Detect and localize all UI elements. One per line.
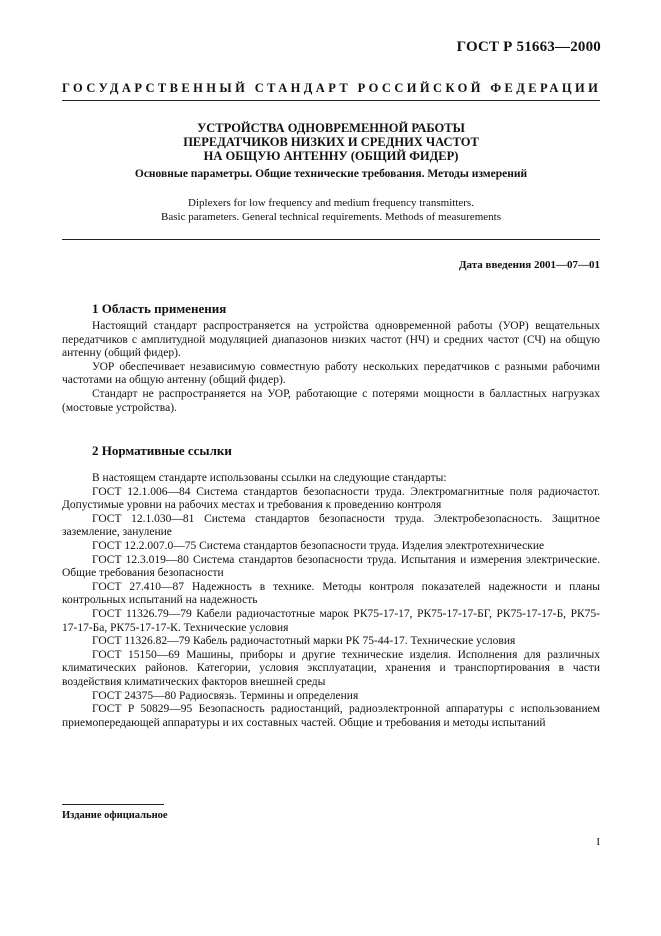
title-line: УСТРОЙСТВА ОДНОВРЕМЕННОЙ РАБОТЫ xyxy=(197,121,465,135)
reference-item: ГОСТ 12.1.006—84 Система стандартов безопасности труда. Электромагнитные поля радиочастот. Допустимые уровни на рабочих местах и требования к проведению контроля xyxy=(62,485,600,512)
paragraph: В настоящем стандарте использованы ссылки на следующие стандарты: xyxy=(92,472,447,484)
section-1-heading: 1 Область применения xyxy=(92,301,227,316)
reference-item: ГОСТ 12.1.030—81 Система стандартов безопасности труда. Электробезопасность. Защитное заземление, зануление xyxy=(62,512,600,539)
paragraph: Стандарт не распространяется на УОР, работающие с потерями мощности в балластных нагрузках (мостовые устройства). xyxy=(62,387,600,414)
reference-item: ГОСТ Р 50829—95 Безопасность радиостанций, радиоэлектронной аппаратуры с использованием приемопередающей аппаратуры и их составных частей. Общие и требования и методы испытаний xyxy=(62,703,600,729)
reference-item: ГОСТ 11326.82—79 Кабель радиочастотный марки РК 75-44-17. Технические условия xyxy=(92,635,516,648)
document-subtitle: Основные параметры. Общие технические требования. Методы измерений xyxy=(134,168,528,180)
reference-item: ГОСТ 15150—69 Машины, приборы и другие технические изделия. Исполнения для различных климатических районов. Категории, условия эксплуатации, хранения и транспортирования в части воздействия климатических факторов внешней среды xyxy=(62,648,600,688)
introduction-date: Дата введения 2001—07—01 xyxy=(458,259,600,271)
title-line: НА ОБЩУЮ АНТЕННУ (ОБЩИЙ ФИДЕР) xyxy=(203,149,459,163)
state-standard-banner: ГОСУДАРСТВЕННЫЙ СТАНДАРТ РОССИЙСКОЙ ФЕДЕРАЦИИ xyxy=(62,81,602,95)
reference-item: ГОСТ 27.410—87 Надежность в технике. Методы контроля показателей надежности и планы контрольных испытаний на надежность xyxy=(62,580,600,607)
top-divider xyxy=(62,100,600,101)
section-2-heading: 2 Нормативные ссылки xyxy=(92,443,232,458)
official-edition-note: Издание официальное xyxy=(62,810,168,821)
document-title xyxy=(62,121,600,163)
title-line: ПЕРЕДАТЧИКОВ НИЗКИХ И СРЕДНИХ ЧАСТОТ xyxy=(183,135,479,149)
reference-item: ГОСТ 12.2.007.0—75 Система стандартов безопасности труда. Изделия электротехнические xyxy=(92,539,545,552)
title-divider xyxy=(62,239,600,240)
reference-item: ГОСТ 11326.79—79 Кабели радиочастотные марок РК75-17-17, РК75-17-17-БГ, РК75-17-17-Б, РК75-17-17-Ба, РК75-17-17-К. Технические условия xyxy=(62,607,600,634)
paragraph: УОР обеспечивает независимую совместную работу нескольких передатчиков с разными рабочими частотами на общую антенну (общий фидер). xyxy=(62,360,600,387)
reference-item: ГОСТ 24375—80 Радиосвязь. Термины и определения xyxy=(92,689,359,702)
gost-number: ГОСТ Р 51663—2000 xyxy=(456,39,601,55)
footer-divider xyxy=(62,804,164,805)
page-number: I xyxy=(596,836,600,848)
english-title xyxy=(62,196,600,224)
section-2-body xyxy=(62,472,600,730)
paragraph: Настоящий стандарт распространяется на устройства одновременной работы (УОР) вещательных передатчиков с амплитудной модуляцией диапазонов низких частот (НЧ) и средних частот (СЧ) на общую антенну (общий фидер). xyxy=(62,320,600,360)
reference-item: ГОСТ 12.3.019—80 Система стандартов безопасности труда. Испытания и измерения электрические. Общие требования безопасности xyxy=(62,553,600,580)
english-title-line: Basic parameters. General technical requirements. Methods of measurements xyxy=(161,211,501,223)
english-title-line: Diplexers for low frequency and medium frequency transmitters. xyxy=(188,197,474,209)
section-1-body xyxy=(62,320,600,415)
